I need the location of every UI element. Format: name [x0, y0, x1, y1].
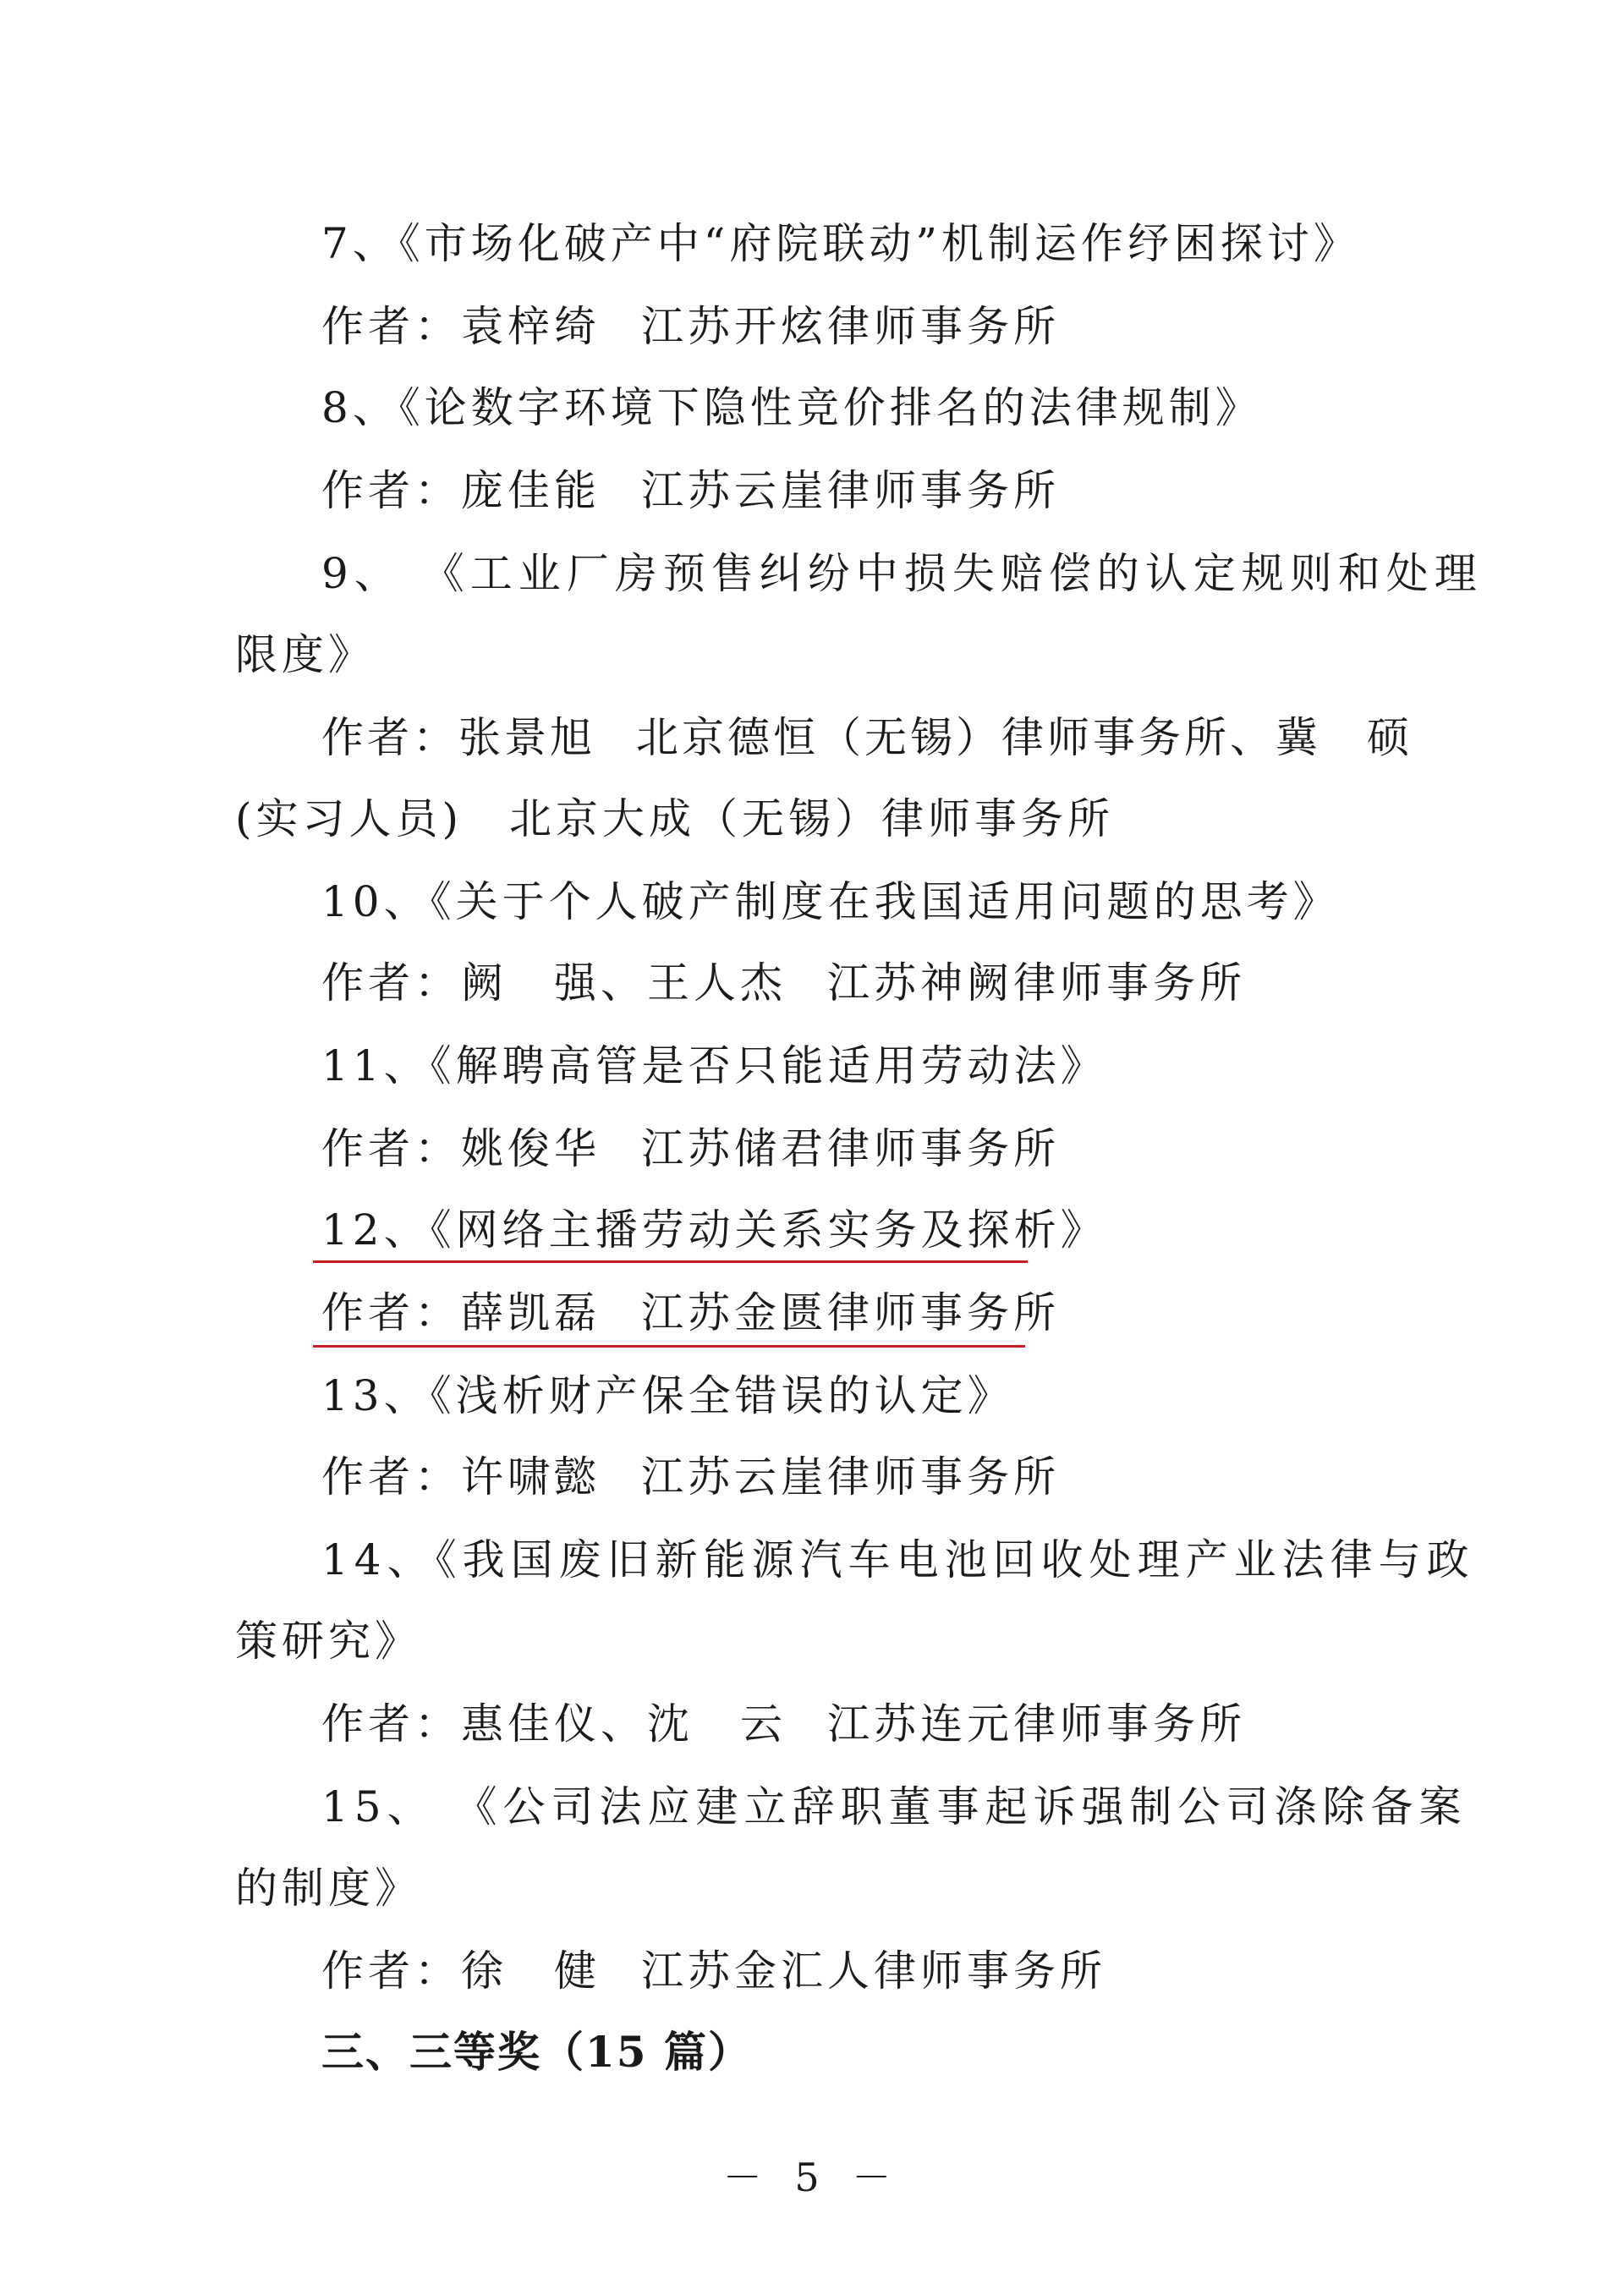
entry-8-title: 8、《论数字环境下隐性竞价排名的法律规制》: [321, 383, 1262, 432]
author-label: 作者：: [321, 713, 458, 762]
author-name: 徐 健: [461, 1946, 601, 1996]
entry-13-title: 13、《浅析财产保全错误的认定》: [321, 1371, 1014, 1420]
entry-8-author-line: [321, 465, 1060, 516]
page-number: － 5 －: [722, 2155, 902, 2200]
entry-15-title-head: 15、 《公司法应建立辞职董事起诉强制公司涤除备案: [321, 1782, 1468, 1831]
author-name: 袁梓绮: [461, 302, 601, 351]
author-label: 作者：: [321, 302, 461, 351]
author-label: 作者：: [321, 1288, 461, 1337]
author-name: 许啸懿: [461, 1452, 601, 1502]
law-firm: 江苏云崖律师事务所: [641, 466, 1060, 515]
law-firm: 江苏连元律师事务所: [827, 1699, 1246, 1749]
author-name: 薛凯磊: [461, 1288, 601, 1337]
entry-10-title: 10、《关于个人破产制度在我国适用问题的思考》: [321, 877, 1340, 926]
author-name: 张景旭: [458, 713, 595, 762]
entry-12-author-line: [321, 1288, 1060, 1338]
entry-12-title: 12、《网络主播劳动关系实务及探析》: [321, 1205, 1107, 1255]
entry-11-title: 11、《解聘高管是否只能适用劳动法》: [321, 1041, 1107, 1090]
entry-13-author-line: [321, 1452, 1060, 1502]
entry-9-title-head: 9、 《工业厂房预售纠纷中损失赔偿的认定规则和处理: [321, 549, 1483, 598]
entry-14-title-tail: 策研究》: [235, 1617, 421, 1666]
highlight-underline: [313, 1345, 1025, 1348]
author-label: 作者：: [321, 1124, 461, 1173]
entry-11-author-line: [321, 1123, 1060, 1174]
law-firm: 江苏金匮律师事务所: [641, 1288, 1060, 1337]
entry-7-author-line: [321, 301, 1060, 352]
law-firm: 江苏神阙律师事务所: [827, 958, 1246, 1007]
entry-7-title: 7、《市场化破产中“府院联动”机制运作纾困探讨》: [321, 219, 1360, 268]
author-label: 作者：: [321, 1699, 461, 1749]
entry-14-title-head: 14、《我国废旧新能源汽车电池回收处理产业法律与政: [321, 1535, 1475, 1584]
entry-14-author-line: [321, 1699, 1246, 1749]
author-label: 作者：: [321, 466, 461, 515]
entry-10-author-line: [321, 958, 1246, 1008]
law-firm: 江苏开炫律师事务所: [641, 302, 1060, 351]
author-label: 作者：: [321, 1946, 461, 1996]
author-name: 庞佳能: [461, 466, 601, 515]
law-firm: 江苏金汇人律师事务所: [641, 1946, 1106, 1996]
author-label: 作者：: [321, 958, 461, 1007]
entry-9-author-tail: (实习人员) 北京大成（无锡）律师事务所: [235, 794, 1115, 843]
author-label: 作者：: [321, 1452, 461, 1502]
law-firm: 江苏储君律师事务所: [641, 1124, 1060, 1173]
author-name: 姚俊华: [461, 1124, 601, 1173]
author-name: 阙 强、王人杰: [461, 958, 787, 1007]
entry-9-author-line: [321, 712, 1413, 763]
section-heading: 三、三等奖（15 篇）: [321, 2027, 752, 2077]
entry-15-author-line: [321, 1946, 1106, 1996]
law-firm: 江苏云崖律师事务所: [641, 1452, 1060, 1502]
author-name: 惠佳仪、沈 云: [461, 1699, 787, 1749]
highlight-underline: [313, 1260, 1028, 1263]
entry-15-title-tail: 的制度》: [235, 1864, 421, 1913]
law-firm: 北京德恒（无锡）律师事务所、冀 硕: [636, 713, 1413, 762]
entry-9-title-tail: 限度》: [235, 630, 375, 679]
